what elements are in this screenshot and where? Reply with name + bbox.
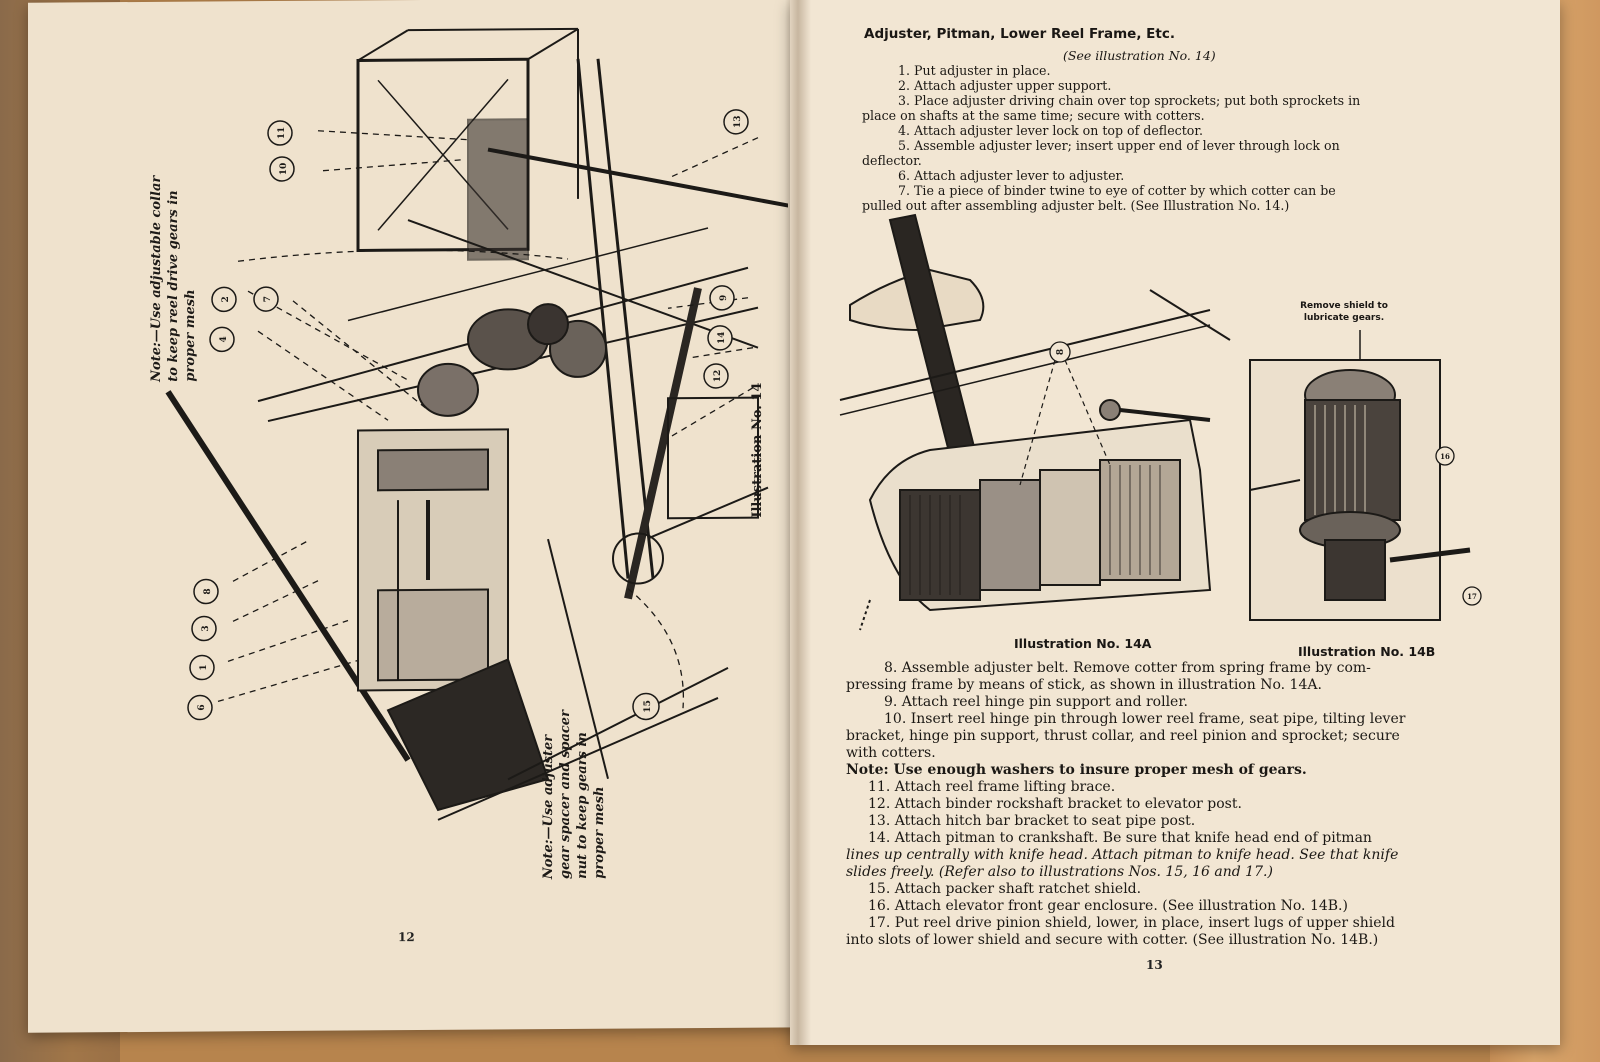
svg-text:7: 7 (263, 295, 273, 303)
callout-layer (28, 0, 818, 1033)
step-line: 17. Put reel drive pinion shield, lower, in place, insert lugs of upper shield (868, 915, 1395, 931)
svg-text:12: 12 (713, 369, 723, 383)
step-line: 15. Attach packer shaft ratchet shield. (868, 881, 1142, 897)
step-line: 10. Insert reel hinge pin through lower reel frame, seat pipe, tilting lever (884, 711, 1406, 727)
step-line: pulled out after assembling adjuster belt. (See Illustration No. 14.) (862, 198, 1290, 213)
illustration-14b-caption: Illustration No. 14B (1298, 644, 1436, 659)
step-line: 7. Tie a piece of binder twine to eye of cotter by which cotter can be (898, 183, 1336, 198)
svg-text:10: 10 (279, 162, 289, 176)
svg-text:14: 14 (717, 331, 727, 345)
svg-text:6: 6 (197, 704, 207, 711)
step-line: 6. Attach adjuster lever to adjuster. (898, 168, 1125, 183)
step-line: bracket, hinge pin support, thrust collar, and reel pinion and sprocket; secure (846, 728, 1400, 744)
step-line: slides freely. (Refer also to illustrations Nos. 15, 16 and 17.) (846, 864, 1273, 880)
page-number-left: 12 (398, 930, 415, 945)
illustration-14-label: Illustration No. 14 (750, 382, 765, 518)
step-line: 4. Attach adjuster lever lock on top of deflector. (898, 123, 1203, 138)
svg-text:11: 11 (277, 126, 287, 140)
note-adjuster-gear-spacer: Note:—Use adjuster gear spacer and spacer nut to keep gears in proper mesh (541, 710, 607, 880)
step-line: deflector. (862, 153, 922, 168)
step-line: 8. Assemble adjuster belt. Remove cotter from spring frame by com- (884, 660, 1371, 676)
step-line: 5. Assemble adjuster lever; insert upper end of lever through lock on (898, 138, 1340, 153)
svg-text:8: 8 (203, 588, 213, 595)
illustration-14a-caption: Illustration No. 14A (1014, 636, 1152, 651)
step-line: 9. Attach reel hinge pin support and roller. (884, 694, 1188, 710)
book-gutter (785, 0, 811, 1045)
callout-16-text: 16 (1440, 452, 1450, 461)
step-line: 3. Place adjuster driving chain over top sprockets; put both sprockets in (898, 93, 1361, 108)
svg-text:15: 15 (643, 700, 653, 713)
svg-text:4: 4 (219, 336, 229, 343)
page-number-right: 13 (1146, 958, 1163, 972)
step-line: 13. Attach hitch bar bracket to seat pipe post. (868, 813, 1196, 829)
svg-text:1: 1 (199, 664, 209, 671)
step-line: 12. Attach binder rockshaft bracket to elevator post. (868, 796, 1242, 812)
svg-text:2: 2 (221, 296, 231, 303)
section-subheading: (See illustration No. 14) (1063, 48, 1216, 63)
step-line: with cotters. (846, 745, 936, 761)
step-line: into slots of lower shield and secure with cotter. (See illustration No. 14B.) (846, 932, 1379, 948)
step-line: 14. Attach pitman to crankshaft. Be sure that knife head end of pitman (868, 830, 1372, 846)
section-heading: Adjuster, Pitman, Lower Reel Frame, Etc. (864, 26, 1175, 42)
svg-text:9: 9 (719, 294, 729, 302)
svg-text:3: 3 (201, 625, 211, 632)
note-line: Note: Use enough washers to insure proper mesh of gears. (846, 762, 1307, 778)
left-page (28, 0, 818, 1033)
note-adjustable-collar: Note:—Use adjustable collar to keep reel drive gears in proper mesh (149, 175, 198, 382)
step-line: 11. Attach reel frame lifting brace. (868, 779, 1116, 795)
illustration-14a-14b-drawing (830, 210, 1550, 640)
step-line: place on shafts at the same time; secure with cotters. (862, 108, 1205, 123)
remove-shield-note: Remove shield to lubricate gears. (1300, 301, 1388, 323)
step-line: 1. Put adjuster in place. (898, 63, 1051, 78)
callout-17-text: 17 (1467, 592, 1477, 601)
callout-8-text: 8 (1056, 348, 1066, 356)
step-line: 16. Attach elevator front gear enclosure. (See illustration No. 14B.) (868, 898, 1348, 914)
step-line: 2. Attach adjuster upper support. (898, 78, 1112, 93)
svg-text:13: 13 (733, 115, 743, 129)
step-line: pressing frame by means of stick, as shown in illustration No. 14A. (846, 677, 1322, 693)
step-line: lines up centrally with knife head. Attach pitman to knife head. See that knife (846, 847, 1399, 863)
